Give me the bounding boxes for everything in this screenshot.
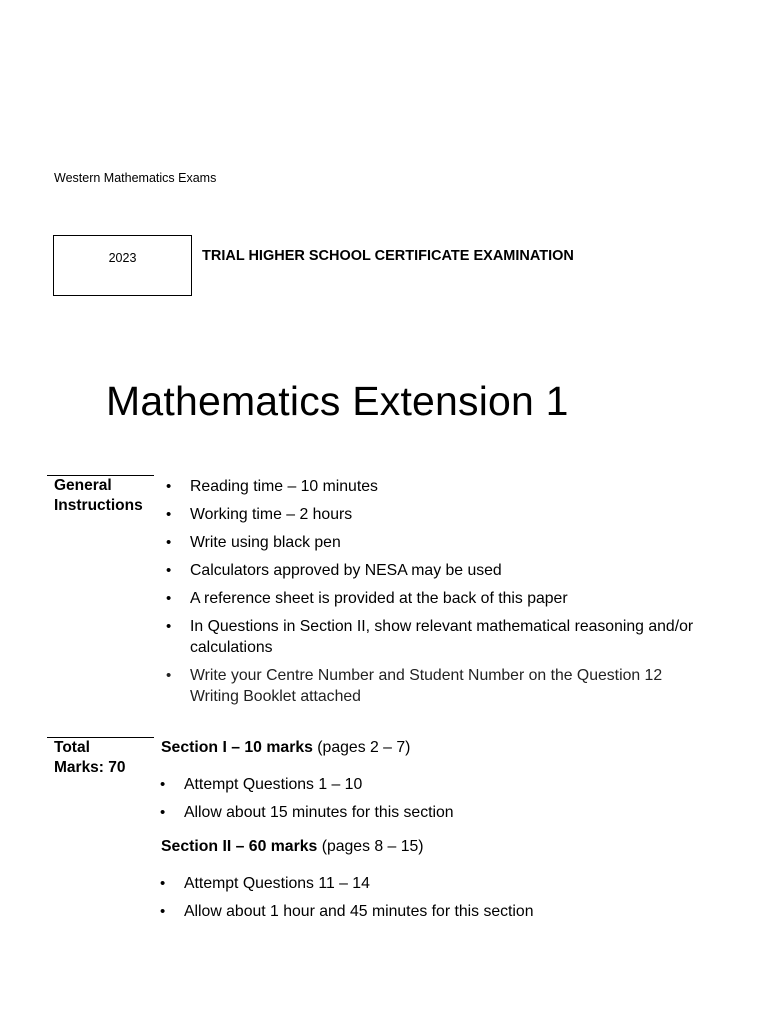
instruction-text: Working time – 2 hours bbox=[190, 506, 353, 523]
section-2-item-text: Allow about 1 hour and 45 minutes for this section bbox=[184, 903, 534, 920]
list-item bbox=[160, 901, 704, 922]
section-2-item-text: Attempt Questions 11 – 14 bbox=[184, 875, 370, 892]
bullet-icon: • bbox=[166, 534, 172, 551]
organisation-name: Western Mathematics Exams bbox=[54, 171, 217, 185]
general-instructions-label-line2: Instructions bbox=[54, 497, 143, 514]
exam-title: TRIAL HIGHER SCHOOL CERTIFICATE EXAMINATION bbox=[202, 248, 574, 264]
bullet-icon: • bbox=[166, 506, 172, 523]
instruction-text: Calculators approved by NESA may be used bbox=[190, 562, 502, 579]
instruction-text: A reference sheet is provided at the back of this paper bbox=[190, 590, 568, 607]
section-1-title: Section I – 10 marks bbox=[161, 739, 313, 756]
exam-year: 2023 bbox=[108, 251, 137, 265]
list-item bbox=[166, 588, 710, 609]
instruction-text: Reading time – 10 minutes bbox=[190, 478, 378, 495]
list-item bbox=[166, 504, 710, 525]
section-2-pages: (pages 8 – 15) bbox=[321, 838, 424, 855]
bullet-icon: • bbox=[160, 804, 166, 821]
bullet-icon: • bbox=[160, 903, 166, 920]
section-1-item-text: Allow about 15 minutes for this section bbox=[184, 804, 454, 821]
section-1-item-text: Attempt Questions 1 – 10 bbox=[184, 776, 363, 793]
bullet-icon: • bbox=[160, 776, 166, 793]
general-instructions-label-line1: General bbox=[54, 477, 112, 494]
list-item bbox=[160, 774, 704, 795]
total-marks-label-line2: Marks: 70 bbox=[54, 759, 126, 776]
list-item bbox=[160, 873, 704, 894]
bullet-icon: • bbox=[166, 562, 172, 579]
instruction-text: Write using black pen bbox=[190, 534, 341, 551]
bullet-icon: • bbox=[160, 875, 166, 892]
section-1-pages: (pages 2 – 7) bbox=[317, 739, 411, 756]
list-item bbox=[166, 560, 710, 581]
subject-title: Mathematics Extension 1 bbox=[106, 378, 569, 424]
instruction-text: Write your Centre Number and Student Number on the Question 12 Writing Booklet attached bbox=[190, 667, 663, 705]
list-item bbox=[166, 616, 710, 658]
year-box bbox=[53, 235, 192, 296]
list-item bbox=[166, 532, 710, 553]
section-2-heading bbox=[161, 838, 424, 856]
list-item bbox=[166, 476, 710, 497]
section-1-list bbox=[160, 774, 704, 830]
instruction-text: In Questions in Section II, show relevant mathematical reasoning and/or calculations bbox=[190, 618, 694, 656]
bullet-icon: • bbox=[166, 667, 172, 684]
section-2-title: Section II – 60 marks bbox=[161, 838, 318, 855]
list-item bbox=[166, 665, 710, 707]
general-instructions-label bbox=[54, 476, 154, 516]
total-marks-label-line1: Total bbox=[54, 739, 90, 756]
bullet-icon: • bbox=[166, 478, 172, 495]
section-1-heading bbox=[161, 739, 410, 757]
bullet-icon: • bbox=[166, 618, 172, 635]
total-marks-label bbox=[54, 738, 154, 778]
list-item bbox=[160, 802, 704, 823]
bullet-icon: • bbox=[166, 590, 172, 607]
general-instructions-list bbox=[166, 476, 710, 714]
section-2-list bbox=[160, 873, 704, 929]
